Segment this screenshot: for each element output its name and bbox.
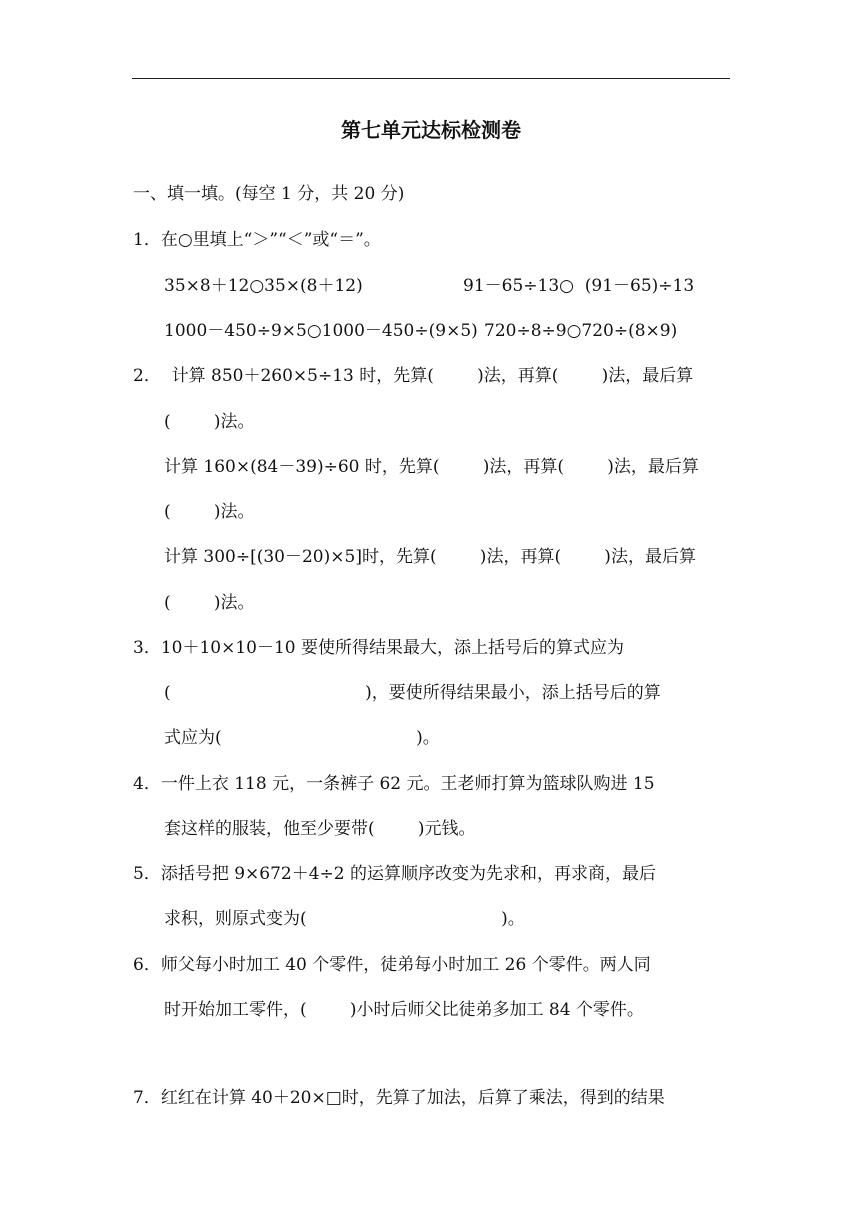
question-6-line-2: 时开始加工零件，( )小时后师父比徒弟多加工 84 个零件。: [164, 1000, 644, 1020]
question-4-line-2: 套这样的服装，他至少要带( )元钱。: [164, 819, 476, 839]
question-1-item-a: 35×8＋12○35×(8＋12): [164, 276, 363, 296]
question-2-line-4: ( )法。: [164, 502, 255, 522]
question-7-line-1: 7．红红在计算 40＋20×□时，先算了加法，后算了乘法，得到的结果: [133, 1088, 665, 1108]
question-6-line-1: 6．师父每小时加工 40 个零件，徒弟每小时加工 26 个零件。两人同: [133, 955, 651, 975]
question-1-item-b: 91－65÷13○ (91－65)÷13: [463, 276, 695, 296]
section-heading: 一、填一填。(每空 1 分，共 20 分): [133, 184, 405, 204]
question-3-line-2: ( )，要使所得结果最小，添上括号后的算: [164, 683, 661, 703]
question-3-line-1: 3．10＋10×10－10 要使所得结果最大，添上括号后的算式应为: [133, 638, 624, 658]
question-1-item-d: 720÷8÷9○720÷(8×9): [484, 321, 678, 341]
question-5-line-2: 求积，则原式变为( )。: [164, 909, 525, 929]
question-2-line-6: ( )法。: [164, 593, 255, 613]
question-3-line-3: 式应为( )。: [164, 728, 440, 748]
question-4-line-1: 4．一件上衣 118 元，一条裤子 62 元。王老师打算为篮球队购进 15: [133, 774, 655, 794]
question-1-stem: 1．在○里填上“＞”“＜”或“＝”。: [133, 230, 381, 250]
question-2-line-1: 2． 计算 850＋260×5÷13 时，先算( )法，再算( )法，最后算: [133, 366, 694, 386]
header-rule: [132, 78, 730, 79]
question-2-line-5: 计算 300÷[(30－20)×5]时，先算( )法，再算( )法，最后算: [164, 547, 696, 567]
question-1-item-c: 1000－450÷9×5○1000－450÷(9×5): [164, 321, 478, 341]
page-title: 第七单元达标检测卷: [341, 118, 521, 142]
question-2-line-3: 计算 160×(84－39)÷60 时，先算( )法，再算( )法，最后算: [164, 457, 699, 477]
question-2-line-2: ( )法。: [164, 412, 255, 432]
question-5-line-1: 5．添括号把 9×672＋4÷2 的运算顺序改变为先求和，再求商，最后: [133, 864, 657, 884]
